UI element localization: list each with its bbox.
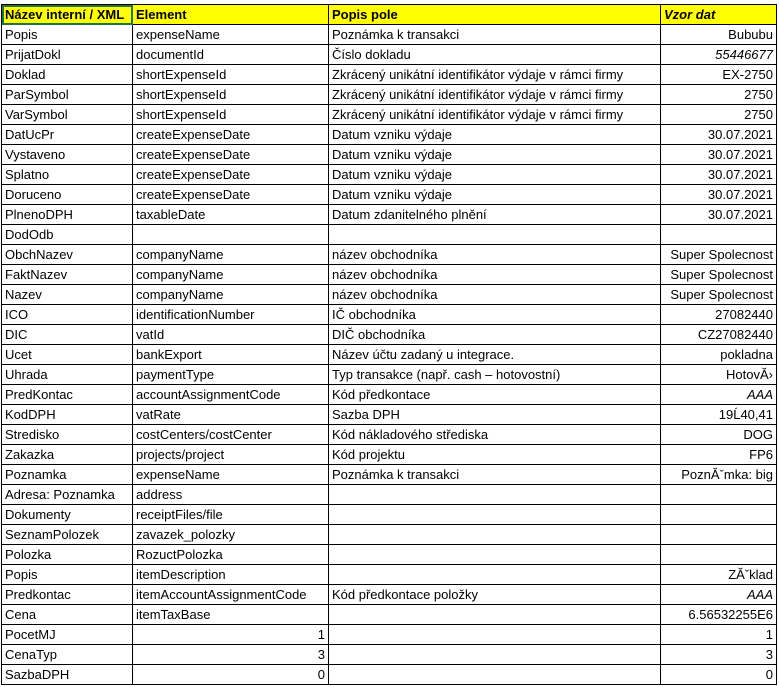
cell-sample-data[interactable]: [661, 505, 777, 525]
cell-internal-name[interactable]: PlnenoDPH: [2, 205, 133, 225]
header-row: [2, 5, 777, 25]
header-field-description[interactable]: Popis pole: [329, 5, 661, 25]
cell-field-description[interactable]: název obchodníka: [329, 265, 661, 285]
cell-sample-data[interactable]: ZĂˇklad: [661, 565, 777, 585]
cell-field-description[interactable]: Datum vzniku výdaje: [329, 125, 661, 145]
table-row: [2, 125, 777, 145]
table-row: [2, 625, 777, 645]
cell-element[interactable]: shortExpenseId: [133, 65, 329, 85]
cell-field-description[interactable]: Zkrácený unikátní identifikátor výdaje v rámci firmy: [329, 65, 661, 85]
table-row: [2, 245, 777, 265]
cell-element[interactable]: expenseName: [133, 25, 329, 45]
cell-element[interactable]: createExpenseDate: [133, 125, 329, 145]
table-row: [2, 565, 777, 585]
cell-sample-data[interactable]: 6.56532255E6: [661, 605, 777, 625]
cell-internal-name[interactable]: Vystaveno: [2, 145, 133, 165]
cell-element[interactable]: [133, 225, 329, 245]
cell-sample-data[interactable]: HotovĂ›: [661, 365, 777, 385]
cell-field-description[interactable]: Datum vzniku výdaje: [329, 165, 661, 185]
table-row: [2, 265, 777, 285]
cell-sample-data[interactable]: 19Ĺ40,41: [661, 405, 777, 425]
cell-sample-data[interactable]: 0: [661, 665, 777, 685]
cell-internal-name[interactable]: Dokumenty: [2, 505, 133, 525]
cell-element[interactable]: createExpenseDate: [133, 185, 329, 205]
cell-element[interactable]: RozuctPolozka: [133, 545, 329, 565]
cell-internal-name[interactable]: Uhrada: [2, 365, 133, 385]
table-row: [2, 45, 777, 65]
cell-sample-data[interactable]: 30.07.2021: [661, 185, 777, 205]
cell-field-description[interactable]: Sazba DPH: [329, 405, 661, 425]
cell-field-description[interactable]: Kód předkontace: [329, 385, 661, 405]
cell-element[interactable]: bankExport: [133, 345, 329, 365]
table-row: [2, 605, 777, 625]
cell-internal-name[interactable]: Splatno: [2, 165, 133, 185]
header-element[interactable]: Element: [133, 5, 329, 25]
cell-element[interactable]: identificationNumber: [133, 305, 329, 325]
cell-internal-name[interactable]: ObchNazev: [2, 245, 133, 265]
table-row: [2, 105, 777, 125]
cell-field-description[interactable]: Číslo dokladu: [329, 45, 661, 65]
cell-internal-name[interactable]: VarSymbol: [2, 105, 133, 125]
cell-sample-data[interactable]: 2750: [661, 105, 777, 125]
table-row: [2, 445, 777, 465]
cell-internal-name[interactable]: DIC: [2, 325, 133, 345]
cell-sample-data[interactable]: [661, 485, 777, 505]
cell-field-description[interactable]: DIČ obchodníka: [329, 325, 661, 345]
table-row: [2, 385, 777, 405]
cell-sample-data[interactable]: CZ27082440: [661, 325, 777, 345]
cell-internal-name[interactable]: Nazev: [2, 285, 133, 305]
cell-sample-data[interactable]: Super Spolecnost: [661, 265, 777, 285]
cell-element[interactable]: vatId: [133, 325, 329, 345]
cell-field-description[interactable]: [329, 645, 661, 665]
cell-internal-name[interactable]: SeznamPolozek: [2, 525, 133, 545]
cell-element[interactable]: address: [133, 485, 329, 505]
cell-internal-name[interactable]: Cena: [2, 605, 133, 625]
cell-field-description[interactable]: Datum vzniku výdaje: [329, 185, 661, 205]
cell-internal-name[interactable]: Doklad: [2, 65, 133, 85]
cell-field-description[interactable]: Datum zdanitelného plnění: [329, 205, 661, 225]
cell-sample-data[interactable]: 3: [661, 645, 777, 665]
cell-internal-name[interactable]: ICO: [2, 305, 133, 325]
cell-field-description[interactable]: [329, 625, 661, 645]
cell-element[interactable]: 0: [133, 665, 329, 685]
cell-field-description[interactable]: Kód projektu: [329, 445, 661, 465]
cell-element[interactable]: documentId: [133, 45, 329, 65]
cell-internal-name[interactable]: Polozka: [2, 545, 133, 565]
cell-sample-data[interactable]: Super Spolecnost: [661, 245, 777, 265]
cell-element[interactable]: itemAccountAssignmentCode: [133, 585, 329, 605]
table-row: [2, 425, 777, 445]
table-row: [2, 285, 777, 305]
table-row: [2, 505, 777, 525]
cell-element[interactable]: accountAssignmentCode: [133, 385, 329, 405]
cell-sample-data[interactable]: 30.07.2021: [661, 145, 777, 165]
cell-field-description[interactable]: [329, 605, 661, 625]
table-row: [2, 25, 777, 45]
header-internal-name[interactable]: Název interní / XML: [2, 5, 133, 25]
cell-field-description[interactable]: Zkrácený unikátní identifikátor výdaje v rámci firmy: [329, 85, 661, 105]
cell-sample-data[interactable]: 2750: [661, 85, 777, 105]
cell-internal-name[interactable]: FaktNazev: [2, 265, 133, 285]
cell-sample-data[interactable]: 30.07.2021: [661, 205, 777, 225]
table-row: [2, 185, 777, 205]
cell-field-description[interactable]: [329, 665, 661, 685]
cell-internal-name[interactable]: CenaTyp: [2, 645, 133, 665]
cell-internal-name[interactable]: PredKontac: [2, 385, 133, 405]
cell-element[interactable]: receiptFiles/file: [133, 505, 329, 525]
table-row: [2, 405, 777, 425]
cell-element[interactable]: shortExpenseId: [133, 105, 329, 125]
cell-field-description[interactable]: název obchodníka: [329, 285, 661, 305]
cell-field-description[interactable]: [329, 525, 661, 545]
cell-element[interactable]: 3: [133, 645, 329, 665]
cell-element[interactable]: createExpenseDate: [133, 145, 329, 165]
table-row: [2, 465, 777, 485]
cell-sample-data[interactable]: Bububu: [661, 25, 777, 45]
cell-element[interactable]: companyName: [133, 265, 329, 285]
cell-field-description[interactable]: Poznámka k transakci: [329, 465, 661, 485]
cell-internal-name[interactable]: Predkontac: [2, 585, 133, 605]
table-row: [2, 165, 777, 185]
table-row: [2, 665, 777, 685]
cell-internal-name[interactable]: Ucet: [2, 345, 133, 365]
cell-sample-data[interactable]: pokladna: [661, 345, 777, 365]
table-row: [2, 305, 777, 325]
cell-sample-data[interactable]: [661, 545, 777, 565]
cell-internal-name[interactable]: Adresa: Poznamka: [2, 485, 133, 505]
cell-element[interactable]: paymentType: [133, 365, 329, 385]
cell-sample-data[interactable]: 1: [661, 625, 777, 645]
cell-sample-data[interactable]: FP6: [661, 445, 777, 465]
cell-element[interactable]: companyName: [133, 285, 329, 305]
cell-sample-data[interactable]: 27082440: [661, 305, 777, 325]
cell-field-description[interactable]: [329, 485, 661, 505]
cell-element[interactable]: 1: [133, 625, 329, 645]
cell-field-description[interactable]: Poznámka k transakci: [329, 25, 661, 45]
cell-internal-name[interactable]: Zakazka: [2, 445, 133, 465]
cell-sample-data[interactable]: Super Spolecnost: [661, 285, 777, 305]
cell-internal-name[interactable]: PrijatDokl: [2, 45, 133, 65]
cell-field-description[interactable]: [329, 505, 661, 525]
cell-field-description[interactable]: Kód předkontace položky: [329, 585, 661, 605]
table-row: [2, 585, 777, 605]
cell-field-description[interactable]: [329, 545, 661, 565]
cell-internal-name[interactable]: SazbaDPH: [2, 665, 133, 685]
cell-element[interactable]: createExpenseDate: [133, 165, 329, 185]
cell-internal-name[interactable]: Poznamka: [2, 465, 133, 485]
cell-sample-data[interactable]: 30.07.2021: [661, 165, 777, 185]
table-row: [2, 225, 777, 245]
cell-field-description[interactable]: Zkrácený unikátní identifikátor výdaje v rámci firmy: [329, 105, 661, 125]
table-row: [2, 545, 777, 565]
cell-field-description[interactable]: Typ transakce (např. cash – hotovostní): [329, 365, 661, 385]
cell-field-description[interactable]: Datum vzniku výdaje: [329, 145, 661, 165]
cell-sample-data[interactable]: AAA: [661, 385, 777, 405]
cell-element[interactable]: shortExpenseId: [133, 85, 329, 105]
cell-element[interactable]: vatRate: [133, 405, 329, 425]
cell-field-description[interactable]: [329, 565, 661, 585]
cell-field-description[interactable]: Název účtu zadaný u integrace.: [329, 345, 661, 365]
cell-internal-name[interactable]: Doruceno: [2, 185, 133, 205]
cell-element[interactable]: projects/project: [133, 445, 329, 465]
cell-field-description[interactable]: název obchodníka: [329, 245, 661, 265]
cell-internal-name[interactable]: KodDPH: [2, 405, 133, 425]
table-row: [2, 325, 777, 345]
table-body: [2, 25, 777, 685]
cell-internal-name[interactable]: PocetMJ: [2, 625, 133, 645]
cell-element[interactable]: itemDescription: [133, 565, 329, 585]
cell-internal-name[interactable]: Popis: [2, 565, 133, 585]
cell-sample-data[interactable]: DOG: [661, 425, 777, 445]
cell-element[interactable]: taxableDate: [133, 205, 329, 225]
cell-sample-data[interactable]: [661, 525, 777, 545]
header-sample-data[interactable]: Vzor dat: [661, 5, 777, 25]
table-row: [2, 365, 777, 385]
cell-sample-data[interactable]: EX-2750: [661, 65, 777, 85]
cell-field-description[interactable]: IČ obchodníka: [329, 305, 661, 325]
cell-internal-name[interactable]: DodOdb: [2, 225, 133, 245]
cell-element[interactable]: costCenters/costCenter: [133, 425, 329, 445]
cell-sample-data[interactable]: 30.07.2021: [661, 125, 777, 145]
table-row: [2, 65, 777, 85]
cell-element[interactable]: companyName: [133, 245, 329, 265]
table-row: [2, 345, 777, 365]
cell-internal-name[interactable]: Popis: [2, 25, 133, 45]
cell-sample-data[interactable]: 55446677: [661, 45, 777, 65]
cell-sample-data[interactable]: PoznĂˇmka: big: [661, 465, 777, 485]
spreadsheet-table: [1, 4, 777, 685]
table-row: [2, 485, 777, 505]
table-row: [2, 145, 777, 165]
cell-field-description[interactable]: [329, 225, 661, 245]
table-row: [2, 645, 777, 665]
cell-internal-name[interactable]: ParSymbol: [2, 85, 133, 105]
cell-element[interactable]: expenseName: [133, 465, 329, 485]
cell-element[interactable]: itemTaxBase: [133, 605, 329, 625]
cell-internal-name[interactable]: DatUcPr: [2, 125, 133, 145]
cell-element[interactable]: zavazek_polozky: [133, 525, 329, 545]
cell-sample-data[interactable]: [661, 225, 777, 245]
table-row: [2, 205, 777, 225]
table-row: [2, 525, 777, 545]
cell-sample-data[interactable]: AAA: [661, 585, 777, 605]
table-row: [2, 85, 777, 105]
cell-internal-name[interactable]: Stredisko: [2, 425, 133, 445]
cell-field-description[interactable]: Kód nákladového střediska: [329, 425, 661, 445]
